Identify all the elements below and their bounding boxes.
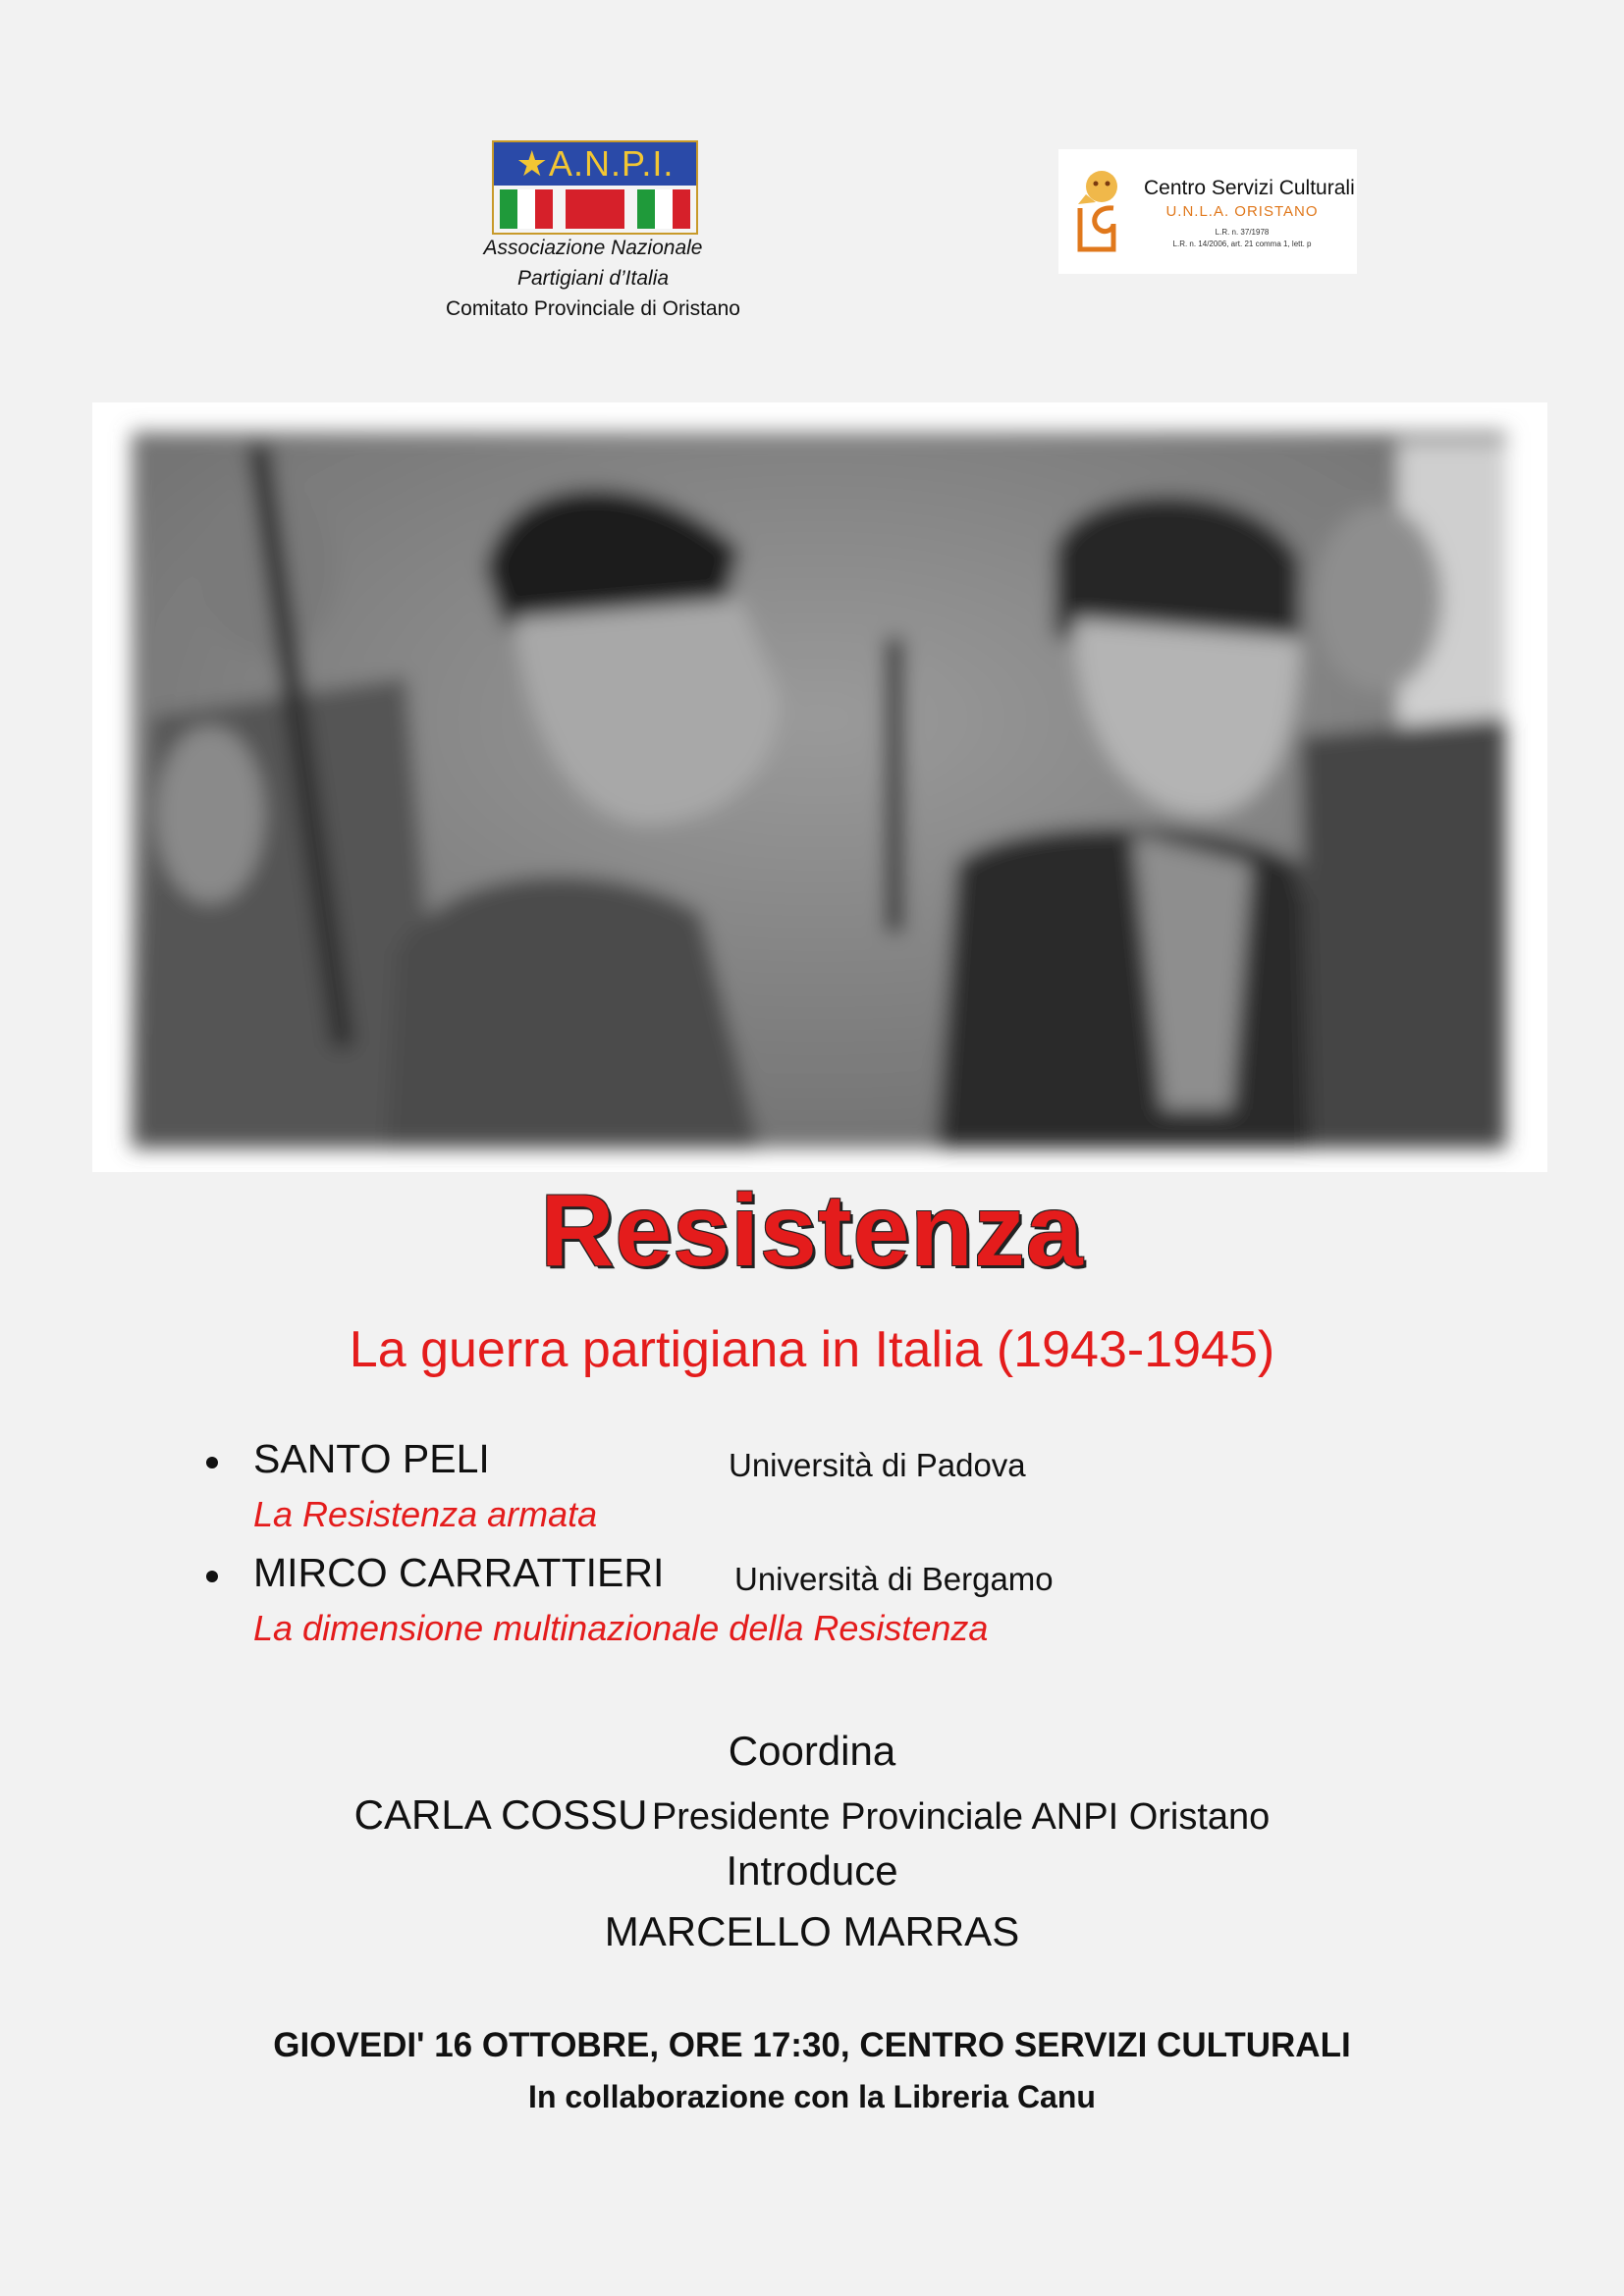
- bullet-icon: [206, 1457, 218, 1468]
- partisans-photo: [92, 402, 1547, 1172]
- unla-subtitle: U.N.L.A. ORISTANO: [1165, 203, 1319, 220]
- page-title: Resistenza: [540, 1174, 1084, 1288]
- speaker-university: Università di Padova: [729, 1447, 1026, 1483]
- partisans-photo-image: [92, 402, 1547, 1172]
- unla-logo: [1058, 149, 1357, 274]
- unla-legal-1: L.R. n. 37/1978: [1215, 228, 1270, 237]
- italian-flag-icon: [500, 189, 553, 229]
- coordinator-role: Presidente Provinciale ANPI Oristano: [651, 1796, 1271, 1838]
- anpi-partisans-line: Partigiani d’Italia: [516, 267, 670, 290]
- anpi-flags: [500, 189, 690, 229]
- unla-title: Centro Servizi Culturali: [1144, 177, 1355, 199]
- book-reader-icon: [1066, 165, 1135, 255]
- coordinator-line: [0, 1791, 1624, 1839]
- speaker-name: SANTO PELI: [253, 1436, 490, 1481]
- anpi-logo-text: ★A.N.P.I.: [494, 142, 696, 186]
- page-subtitle: La guerra partigiana in Italia (1943-1945): [349, 1321, 1275, 1378]
- anpi-red-band: [566, 189, 624, 229]
- unla-legal-2: L.R. n. 14/2006, art. 21 comma 1, lett. p: [1172, 240, 1312, 248]
- introduce-label: Introduce: [726, 1847, 898, 1894]
- speaker-university: Università di Bergamo: [734, 1561, 1054, 1597]
- introducer-name: MARCELLO MARRAS: [604, 1908, 1020, 1954]
- event-info: GIOVEDI' 16 OTTOBRE, ORE 17:30, CENTRO SERVIZI CULTURALI: [273, 2026, 1351, 2064]
- anpi-logo: [492, 140, 698, 235]
- bullet-icon: [206, 1571, 218, 1582]
- italian-flag-icon: [637, 189, 690, 229]
- speaker-talk-title: La Resistenza armata: [253, 1494, 598, 1534]
- coordina-label: Coordina: [728, 1728, 896, 1774]
- anpi-committee-line: Comitato Provinciale di Oristano: [446, 297, 740, 320]
- speaker-name: MIRCO CARRATTIERI: [253, 1550, 665, 1595]
- collaboration-note: In collaborazione con la Libreria Canu: [528, 2079, 1096, 2114]
- anpi-association-line: Associazione Nazionale: [483, 237, 703, 259]
- coordinator-name: CARLA COSSU: [353, 1791, 648, 1838]
- speaker-talk-title: La dimensione multinazionale della Resistenza: [253, 1608, 989, 1648]
